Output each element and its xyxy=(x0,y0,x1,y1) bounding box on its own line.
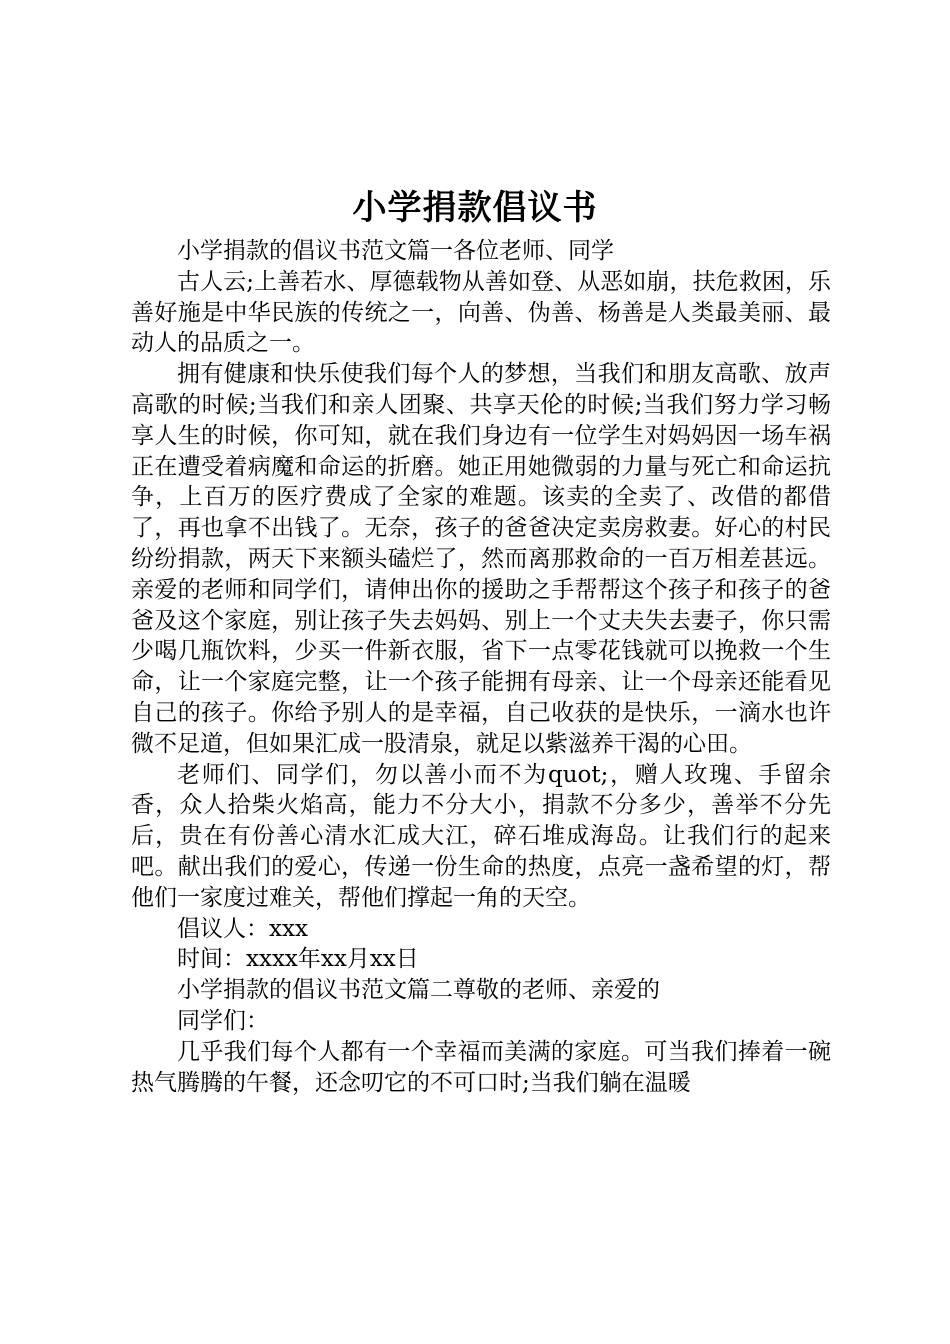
paragraph: 拥有健康和快乐使我们每个人的梦想，当我们和朋友高歌、放声高歌的时候;当我们和亲人团聚、共享天伦的时候;当我们努力学习畅享人生的时候，你可知，就在我们身边有一位学生对妈妈因一场车祸正在遭受着病魔和命运的折磨。她正用她微弱的力量与死亡和命运抗争，上百万的医疗费成了全家的难题。该卖的全卖了、改借的都借了，再也拿不出钱了。无奈，孩子的爸爸决定卖房救妻。好心的村民纷纷捐款，两天下来额头磕烂了，然而离那救命的一百万相差甚远。亲爱的老师和同学们，请伸出你的援助之手帮帮这个孩子和孩子的爸爸及这个家庭，别让孩子失去妈妈、别上一个丈夫失去妻子，你只需少喝几瓶饮料，少买一件新衣服，省下一点零花钱就可以挽救一个生命，让一个家庭完整，让一个孩子能拥有母亲、让一个母亲还能看见自己的孩子。你给予别人的是幸福，自己收获的是快乐，一滴水也许微不足道，但如果汇成一股清泉，就足以紫滋养干渴的心田。 xyxy=(131,361,831,757)
paragraph-section-heading: 小学捐款的倡议书范文篇二尊敬的老师、亲爱的 xyxy=(177,977,660,1004)
proposer-line: 倡议人：xxx xyxy=(177,915,308,942)
date-line: 时间：xxxx年xx月xx日 xyxy=(177,946,419,973)
document-body xyxy=(131,236,831,1098)
paragraph: 老师们、同学们，勿以善小而不为quot;，赠人玫瑰、手留余香，众人拾柴火焰高，能力不分大小，捐款不分多少，善举不分先后，贵在有份善心清水汇成大江，碎石堆成海岛。让我们行的起来吧。献出我们的爱心，传递一份生命的热度，点亮一盏希望的灯，帮他们一家度过难关，帮他们撑起一角的天空。 xyxy=(131,761,831,911)
paragraph-intro-heading: 小学捐款的倡议书范文篇一各位老师、同学 xyxy=(177,238,614,264)
paragraph: 几乎我们每个人都有一个幸福而美满的家庭。可当我们捧着一碗热气腾腾的午餐，还念叨它的不可口时;当我们躺在温暖 xyxy=(131,1038,831,1096)
document-title: 小学捐款倡议书 xyxy=(352,188,598,228)
salutation: 同学们： xyxy=(177,1007,269,1034)
paragraph: 古人云;上善若水、厚德载物从善如登、从恶如崩，扶危救困，乐善好施是中华民族的传统之一，向善、伪善、杨善是人类最美丽、最动人的品质之一。 xyxy=(131,268,831,357)
